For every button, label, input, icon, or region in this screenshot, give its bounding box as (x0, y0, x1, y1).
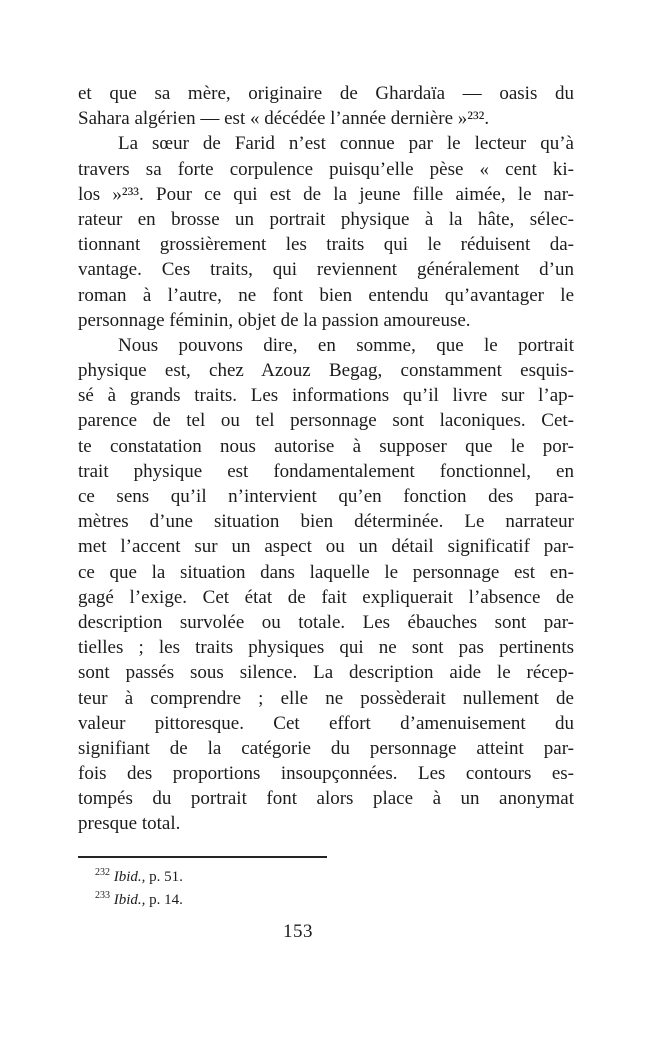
text-line: sont passés sous silence. La description aide le récep- (78, 662, 574, 684)
text-line: met l’accent sur un aspect ou un détail significatif par- (78, 536, 574, 558)
page-number: 153 (283, 921, 313, 942)
footnote (78, 889, 574, 912)
text-line: travers sa forte corpulence puisqu’elle pèse « cent ki- (78, 158, 574, 180)
footnote-source: Ibid., (113, 869, 146, 885)
text-line: Sahara algérien — est « décédée l’année dernière »²³². (78, 108, 490, 130)
text-line: physique est, chez Azouz Begag, constamment esquis- (78, 360, 574, 382)
text-line: tielles ; les traits physiques qui ne sont pas pertinents (78, 637, 574, 659)
text-line: teur à comprendre ; elle ne possèderait nullement de (78, 687, 574, 709)
footnote-marker: 233 (95, 889, 110, 901)
text-line: gagé l’exige. Cet état de fait expliquerait l’absence de (78, 586, 574, 608)
text-line: et que sa mère, originaire de Ghardaïa — oasis du (78, 83, 574, 104)
body-text (78, 81, 574, 837)
text-line: rateur en brosse un portrait physique à la hâte, sélec- (78, 208, 574, 230)
footnote (78, 866, 574, 889)
text-line: Nous pouvons dire, en somme, que le portrait (118, 334, 574, 356)
footnote-marker: 232 (95, 867, 110, 878)
footnote-separator (78, 856, 327, 858)
text-line: sé à grands traits. Les informations qu’il livre sur l’ap- (78, 385, 574, 407)
text-line: vantage. Ces traits, qui reviennent généralement d’un (78, 259, 574, 281)
text-line: trait physique est fondamentalement fonctionnel, en (78, 460, 574, 482)
text-line: roman à l’autre, ne font bien entendu qu’avantager le (78, 284, 574, 306)
text-line: presque total. (78, 813, 181, 835)
footnote-source: Ibid., (113, 891, 146, 908)
text-line: tompés du portrait font alors place à un anonymat (78, 788, 574, 810)
text-line: La sœur de Farid n’est connue par le lecteur qu’à (118, 133, 574, 155)
footnotes (78, 866, 574, 911)
text-line: ce que la situation dans laquelle le personnage est en- (78, 561, 574, 583)
text-line: fois des proportions insoupçonnées. Les contours es- (78, 763, 574, 785)
text-line: parence de tel ou tel personnage sont laconiques. Cet- (78, 410, 574, 432)
text-line: valeur pittoresque. Cet effort d’amenuisement du (78, 712, 574, 734)
text-line: description survolée ou totale. Les ébauches sont par- (78, 611, 574, 633)
text-line: te constatation nous autorise à supposer que le por- (78, 435, 574, 457)
footnote-ref: p. 14. (149, 891, 183, 908)
text-line: tionnant grossièrement les traits qui le réduisent da- (78, 234, 574, 256)
text-line: personnage féminin, objet de la passion amoureuse. (78, 309, 471, 331)
text-line: ce sens qu’il n’intervient qu’en fonction des para- (78, 486, 574, 507)
footnote-ref: p. 51. (149, 869, 183, 885)
text-line: mètres d’une situation bien déterminée. Le narrateur (78, 511, 574, 533)
text-line: los »²³³. Pour ce qui est de la jeune fille aimée, le nar- (78, 183, 574, 205)
text-line: signifiant de la catégorie du personnage atteint par- (78, 737, 574, 759)
